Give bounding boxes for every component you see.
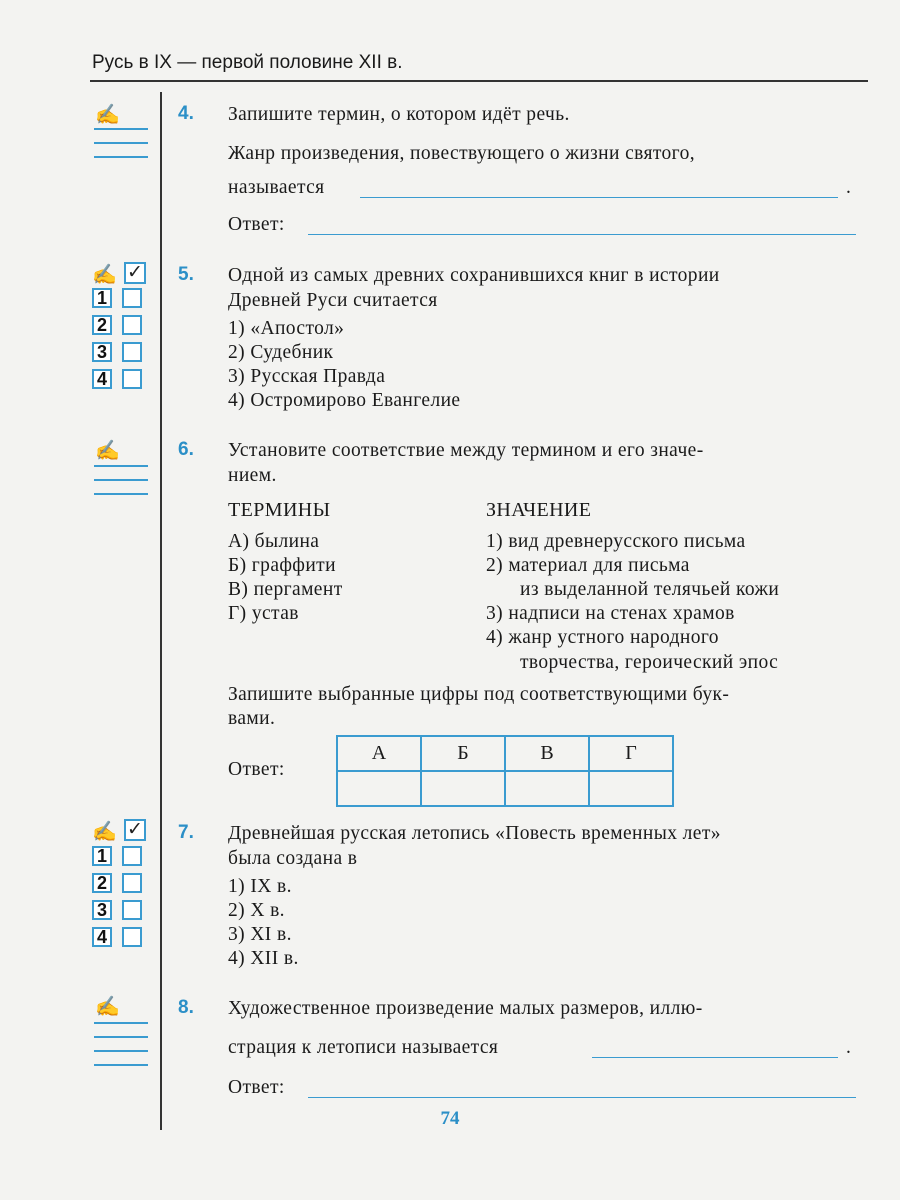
instruction-text: вами. <box>228 708 276 729</box>
answer-checkbox[interactable] <box>122 846 142 866</box>
meaning-item: 2) материал для письма <box>486 555 690 576</box>
question-text: Одной из самых древних сохранившихся книг в истории <box>228 265 720 286</box>
question-text: Древнейшая русская летопись «Повесть временных лет» <box>228 823 721 844</box>
table-header-v: В <box>505 736 589 771</box>
checkmark-icon: ✓ <box>124 819 146 841</box>
question-prompt: Запишите термин, о котором идёт речь. <box>228 104 570 125</box>
pencil-icon: ✍ <box>92 264 117 286</box>
margin-divider <box>160 92 162 1130</box>
question-text: Жанр произведения, повествующего о жизни святого, <box>228 143 696 164</box>
meaning-item: 3) надписи на стенах храмов <box>486 603 735 624</box>
page-number: 74 <box>440 1108 460 1129</box>
question-text: . <box>846 177 852 198</box>
answer-number-box: 3 <box>92 342 112 362</box>
term-item: А) былина <box>228 531 320 552</box>
page-header-title: Русь в IX — первой половине XII в. <box>92 52 403 73</box>
answer-line[interactable] <box>308 234 856 235</box>
meaning-item: из выделанной телячьей кожи <box>520 579 780 600</box>
option: 3) Русская Правда <box>228 366 386 387</box>
answer-number-box: 1 <box>92 846 112 866</box>
answer-number-box: 1 <box>92 288 112 308</box>
answer-table <box>336 735 674 807</box>
option: 3) XI в. <box>228 924 292 945</box>
question-text: . <box>846 1037 852 1058</box>
pencil-icon: ✍ <box>95 440 120 462</box>
meaning-item: 1) вид древнерусского письма <box>486 531 746 552</box>
question-number: 8. <box>178 997 194 1018</box>
answer-checkbox[interactable] <box>122 315 142 335</box>
header-divider <box>90 80 868 82</box>
answer-checkbox[interactable] <box>122 927 142 947</box>
meaning-item: творчества, героический эпос <box>520 652 779 673</box>
table-header-g: Г <box>589 736 673 771</box>
option: 2) X в. <box>228 900 285 921</box>
pencil-icon: ✍ <box>92 821 117 843</box>
answer-number-box: 4 <box>92 927 112 947</box>
term-item: В) пергамент <box>228 579 343 600</box>
meanings-header: ЗНАЧЕНИЕ <box>486 499 592 521</box>
answer-number-box: 2 <box>92 315 112 335</box>
checkmark-icon: ✓ <box>124 262 146 284</box>
option: 1) «Апостол» <box>228 318 345 339</box>
answer-checkbox[interactable] <box>122 369 142 389</box>
answer-number-box: 3 <box>92 900 112 920</box>
answer-number-box: 2 <box>92 873 112 893</box>
pencil-icon: ✍ <box>95 996 120 1018</box>
question-text: нием. <box>228 465 277 486</box>
table-header-a: А <box>337 736 421 771</box>
margin-lines <box>94 465 148 515</box>
option: 1) IX в. <box>228 876 292 897</box>
term-item: Г) устав <box>228 603 299 624</box>
meaning-item: 4) жанр устного народного <box>486 627 719 648</box>
question-number: 6. <box>178 439 194 460</box>
question-text: Художественное произведение малых размеров, иллю- <box>228 998 703 1019</box>
answer-cell-g[interactable] <box>589 771 673 806</box>
answer-cell-a[interactable] <box>337 771 421 806</box>
term-item: Б) граффити <box>228 555 336 576</box>
answer-label: Ответ: <box>228 214 285 235</box>
answer-checkbox[interactable] <box>122 900 142 920</box>
question-number: 5. <box>178 264 194 285</box>
fill-in-blank[interactable] <box>360 197 838 198</box>
answer-cell-v[interactable] <box>505 771 589 806</box>
answer-line[interactable] <box>308 1097 856 1098</box>
question-text: называется <box>228 177 325 198</box>
question-text: Установите соответствие между термином и его значе- <box>228 440 704 461</box>
instruction-text: Запишите выбранные цифры под соответствующими бук- <box>228 684 730 705</box>
answer-label: Ответ: <box>228 1077 285 1098</box>
answer-checkbox[interactable] <box>122 342 142 362</box>
option: 4) Остромирово Евангелие <box>228 390 461 411</box>
pencil-icon: ✍ <box>95 104 120 126</box>
answer-label: Ответ: <box>228 759 285 780</box>
question-text: Древней Руси считается <box>228 290 438 311</box>
fill-in-blank[interactable] <box>592 1057 838 1058</box>
answer-cell-b[interactable] <box>421 771 505 806</box>
table-header-b: Б <box>421 736 505 771</box>
terms-header: ТЕРМИНЫ <box>228 499 331 521</box>
option: 2) Судебник <box>228 342 334 363</box>
answer-checkbox[interactable] <box>122 288 142 308</box>
answer-number-box: 4 <box>92 369 112 389</box>
question-text: была создана в <box>228 848 358 869</box>
answer-checkbox[interactable] <box>122 873 142 893</box>
question-number: 4. <box>178 103 194 124</box>
margin-lines <box>94 1022 148 1072</box>
margin-lines <box>94 128 148 178</box>
question-text: страция к летописи называется <box>228 1037 499 1058</box>
question-number: 7. <box>178 822 194 843</box>
option: 4) XII в. <box>228 948 299 969</box>
